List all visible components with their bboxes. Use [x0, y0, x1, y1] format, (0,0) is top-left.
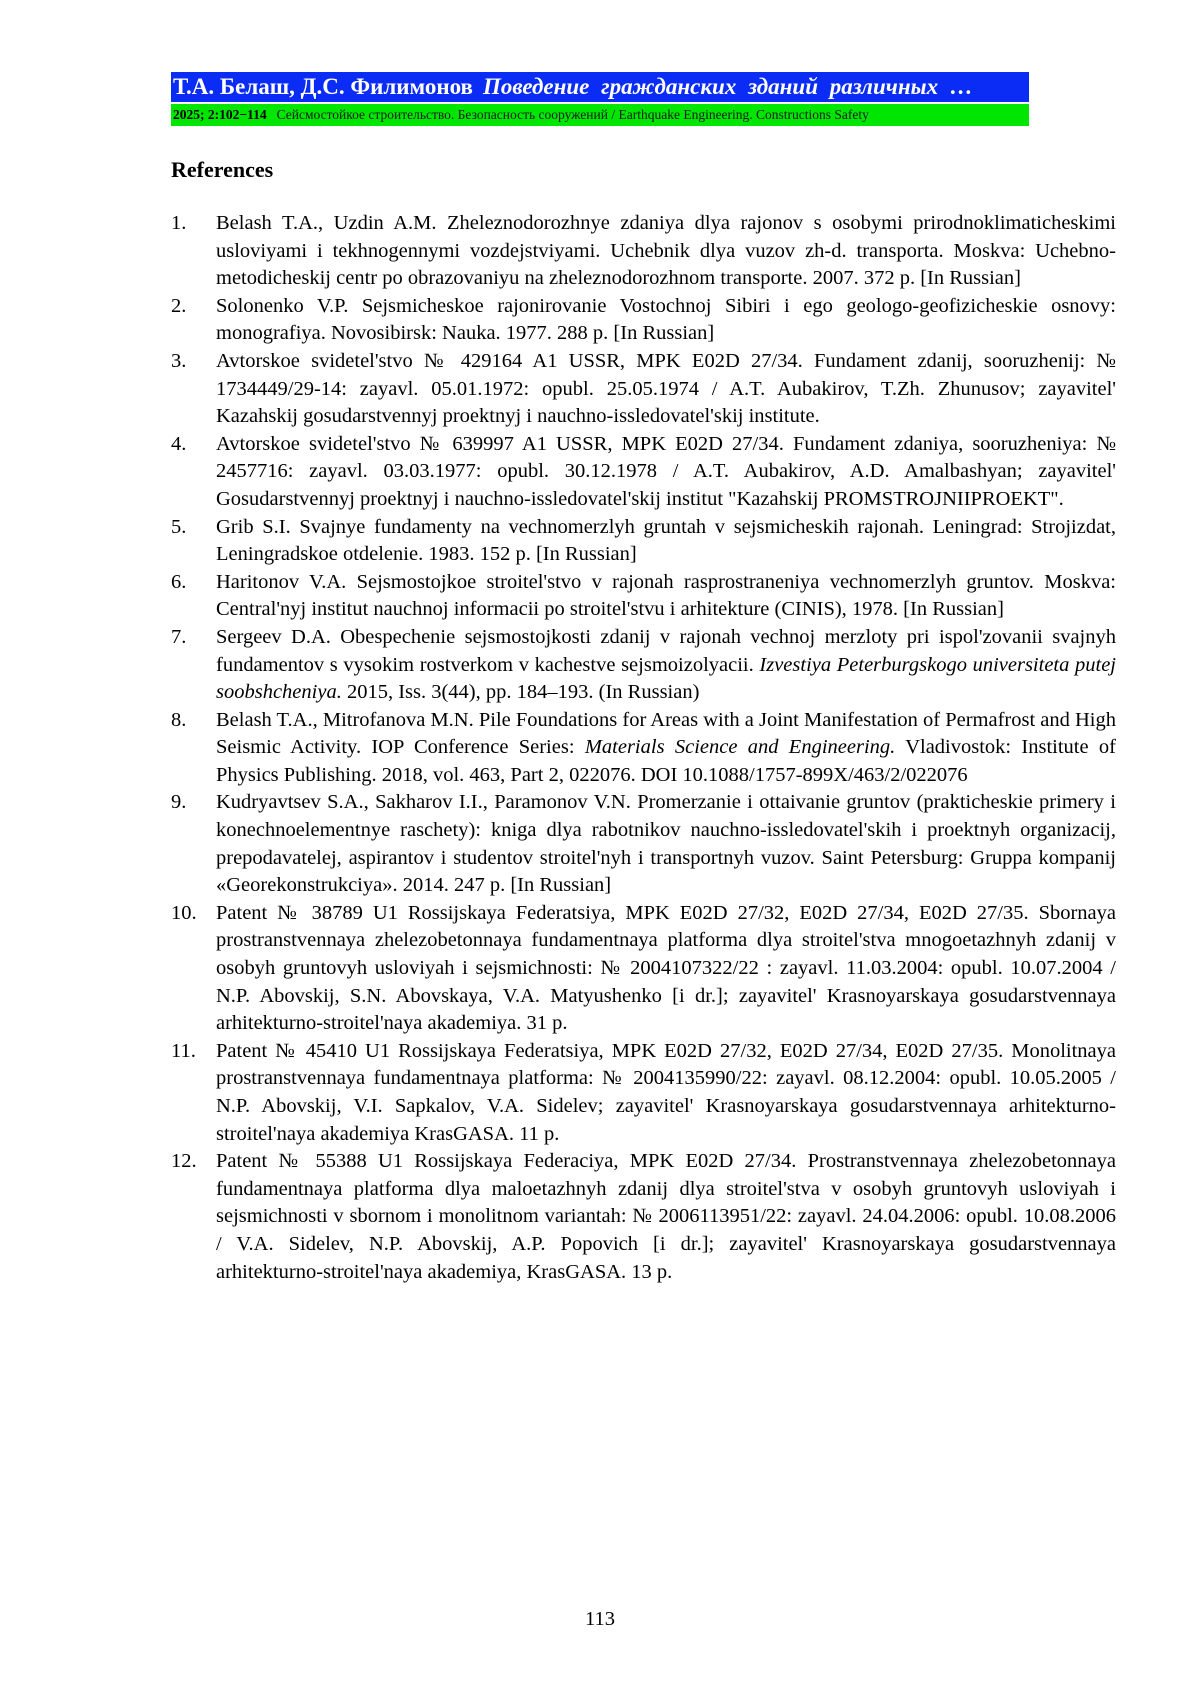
reference-item: [171, 789, 1116, 899]
reference-number: 9.: [171, 789, 186, 817]
reference-number: 7.: [171, 624, 186, 652]
header-authors: Т.А. Белаш, Д.С. Филимонов: [173, 74, 473, 99]
reference-number: 11.: [171, 1038, 196, 1066]
reference-journal: Materials Science and Engineering.: [585, 736, 895, 758]
reference-text: Patent № 45410 U1 Rossijskaya Federatsiya, MPK E02D 27/32, E02D 27/34, E02D 27/35. Monolitnaya prostranstvennaya fundamentnaya platforma: № 2004135990/22: zayavl. 08.12.2004: opubl. 10.05.2005 / N.P. Abovskij, V.I. Sapkalov, V.A. Sidelev; zayavitel' Krasnoyarskaya gosudarstvennaya arhitekturno-stroitel'naya akademiya KrasGASA. 11 p.: [216, 1040, 1116, 1145]
reference-number: 4.: [171, 431, 186, 459]
reference-item: [171, 514, 1116, 569]
reference-text: Kudryavtsev S.A., Sakharov I.I., Paramonov V.N. Promerzanie i ottaivanie gruntov (prakticheskie primery i konechnoelementnye raschety): kniga dlya rabotnikov nauchno-issledovatel'skih i proektnyh organizacij, prepodavatelej, aspirantov i studentov stroitel'nyh i transportnyh vuzov. Saint Petersburg: Gruppa kompanij «Georekonstrukciya». 2014. 247 p. [In Russian]: [216, 791, 1116, 896]
reference-number: 6.: [171, 569, 186, 597]
references-heading: References: [171, 157, 273, 183]
reference-number: 2.: [171, 293, 186, 321]
running-header-title: [171, 72, 1029, 102]
header-issue: 2025; 2:102−114: [171, 104, 271, 126]
reference-item: [171, 624, 1116, 707]
reference-text: Patent № 38789 U1 Rossijskaya Federatsiya, MPK E02D 27/32, E02D 27/34, E02D 27/35. Sbornaya prostranstvennaya zhelezobetonnaya fundamentnaya platforma dlya stroitel'stva mnogoetazhnyh zdanij v osobyh gruntovyh usloviyah i sejsmichnosti: № 2004107322/22 : zayavl. 11.03.2004: opubl. 10.07.2004 / N.P. Abovskij, S.N. Abovskaya, V.A. Matyushenko [i dr.]; zayavitel' Krasnoyarskaya gosudarstvennaya arhitekturno-stroitel'naya akademiya. 31 p.: [216, 902, 1116, 1034]
reference-number: 5.: [171, 514, 186, 542]
header-journal-name: Сейсмостойкое строительство. Безопасность сооружений / Earthquake Engineering. Constructions Safety: [271, 107, 869, 122]
reference-text-tail: Vladivostok: Institute of Physics Publishing. 2018, vol. 463, Part 2, 022076. DOI 10.1088/1757-899X/463/2/022076: [216, 736, 1116, 786]
reference-item: [171, 569, 1116, 624]
reference-item: [171, 1038, 1116, 1148]
running-header-journal: [171, 104, 1029, 126]
reference-item: [171, 900, 1116, 1038]
reference-text: Avtorskoe svidetel'stvo № 429164 A1 USSR, MPK E02D 27/34. Fundament zdanij, sooruzhenij: № 1734449/29-14: zayavl. 05.01.1972: opubl. 25.05.1974 / A.T. Aubakirov, T.Zh. Zhunusov; zayavitel' Kazahskij gosudarstvennyj proektnyj i nauchno-issledovatel'skij institute.: [216, 350, 1116, 427]
reference-item: [171, 293, 1116, 348]
reference-journal: Izvestiya Peterburgskogo universiteta putej soobshcheniya.: [216, 654, 1116, 704]
reference-text: Belash T.A., Uzdin A.M. Zheleznodorozhnye zdaniya dlya rajonov s osobymi prirodnoklimaticheskimi usloviyami i tekhnogennymi vozdejstviyami. Uchebnik dlya vuzov zh-d. transporta. Moskva: Uchebno-metodicheskij centr po obrazovaniyu na zheleznodorozhnom transporte. 2007. 372 p. [In Russian]: [216, 212, 1116, 289]
reference-number: 12.: [171, 1148, 197, 1176]
reference-number: 3.: [171, 348, 186, 376]
reference-text: Belash T.A., Mitrofanova M.N. Pile Foundations for Areas with a Joint Manifestation of Permafrost and High Seismic Activity. IOP Conference Series:: [216, 709, 1116, 759]
header-article-title: Поведение гражданских зданий различных …: [483, 74, 973, 99]
reference-text: Patent № 55388 U1 Rossijskaya Federaciya, MPK E02D 27/34. Prostranstvennaya zhelezobetonnaya fundamentnaya platforma dlya maloetazhnyh zdanij dlya stroitel'stva v osobyh gruntovyh usloviyah i sejsmichnosti v sbornom i monolitnom variantah: № 2006113951/22: zayavl. 24.04.2006: opubl. 10.08.2006 / V.A. Sidelev, N.P. Abovskij, A.P. Popovich [i dr.]; zayavitel' Krasnoyarskaya gosudarstvennaya arhitekturno-stroitel'naya akademiya, KrasGASA. 13 p.: [216, 1150, 1116, 1282]
page-number: 113: [0, 1608, 1200, 1631]
reference-text: Solonenko V.P. Sejsmicheskoe rajonirovanie Vostochnoj Sibiri i ego geologo-geofizicheskie osnovy: monografiya. Novosibirsk: Nauka. 1977. 288 p. [In Russian]: [216, 295, 1116, 345]
reference-item: [171, 348, 1116, 431]
reference-item: [171, 1148, 1116, 1286]
reference-number: 1.: [171, 210, 186, 238]
reference-item: [171, 210, 1116, 293]
reference-item: [171, 707, 1116, 790]
reference-text: Sergeev D.A. Obespechenie sejsmostojkosti zdanij v rajonah vechnoj merzloty pri ispol'zovanii svajnyh fundamentov s vysokim rostverkom v kachestve sejsmoizolyacii.: [216, 626, 1116, 676]
reference-text: Haritonov V.A. Sejsmostojkoe stroitel'stvo v rajonah rasprostraneniya vechnomerzlyh gruntov. Moskva: Central'nyj institut nauchnoj informacii po stroitel'stvu i arhitekture (CINIS), 1978. [In Russian]: [216, 571, 1116, 621]
reference-number: 10.: [171, 900, 197, 928]
reference-list: [171, 210, 1116, 1286]
reference-number: 8.: [171, 707, 186, 735]
reference-text: Avtorskoe svidetel'stvo № 639997 A1 USSR, MPK E02D 27/34. Fundament zdaniya, sooruzheniya: № 2457716: zayavl. 03.03.1977: opubl. 30.12.1978 / A.T. Aubakirov, A.D. Amalbashyan; zayavitel' Gosudarstvennyj proektnyj i nauchno-issledovatel'skij institut "Kazahskij PROMSTROJNIIPROEKT".: [216, 433, 1116, 510]
reference-text: Grib S.I. Svajnye fundamenty na vechnomerzlyh gruntah v sejsmicheskih rajonah. Leningrad: Strojizdat, Leningradskoe otdelenie. 1983. 152 p. [In Russian]: [216, 516, 1116, 566]
reference-text-tail: 2015, Iss. 3(44), pp. 184–193. (In Russian): [347, 681, 699, 703]
reference-item: [171, 431, 1116, 514]
